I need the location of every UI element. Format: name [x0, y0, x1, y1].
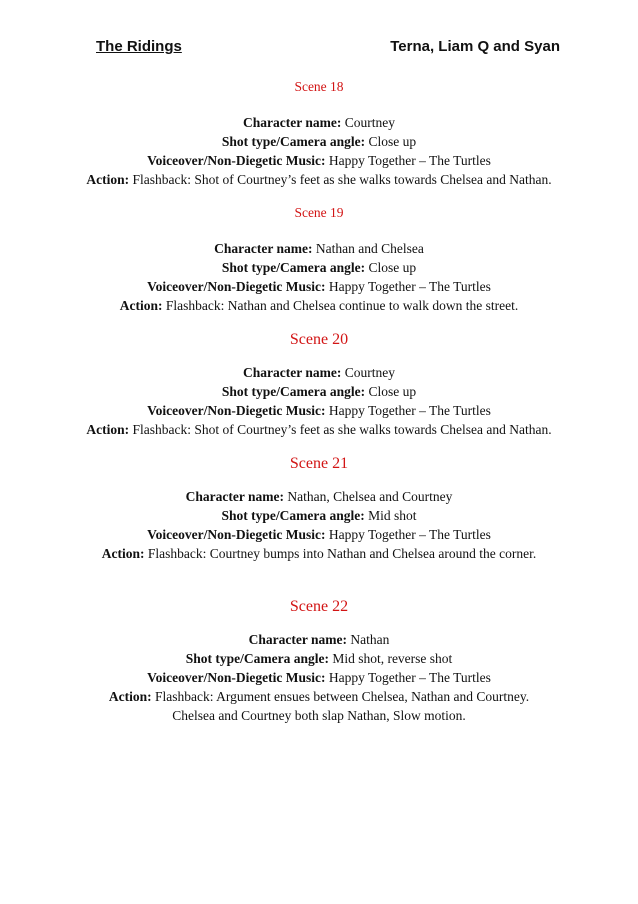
shot-value: Close up: [365, 384, 417, 399]
character-line: [86, 630, 552, 649]
shot-value: Mid shot, reverse shot: [328, 651, 453, 666]
character-line: [86, 487, 552, 506]
character-value: Courtney: [341, 365, 395, 380]
character-line: [86, 363, 552, 382]
document-authors: Terna, Liam Q and Syan: [390, 38, 560, 55]
action-value: Flashback: Shot of Courtney’s feet as she walks towards Chelsea and Nathan.: [129, 172, 552, 187]
voiceover-value: Happy Together – The Turtles: [325, 279, 491, 294]
voiceover-label: Voiceover/Non-Diegetic Music:: [147, 153, 326, 168]
character-label: Character name:: [214, 241, 313, 256]
action-line: [86, 170, 552, 189]
voiceover-value: Happy Together – The Turtles: [325, 153, 491, 168]
character-line: [86, 239, 552, 258]
voiceover-label: Voiceover/Non-Diegetic Music:: [147, 527, 326, 542]
scene-heading: Scene 21: [289, 455, 349, 472]
shot-line: [86, 506, 552, 525]
action-label: Action:: [86, 172, 130, 187]
shot-value: Close up: [365, 134, 417, 149]
action-line: [86, 420, 552, 439]
scene-block: [86, 203, 552, 315]
character-label: Character name:: [243, 365, 342, 380]
shot-value: Close up: [365, 260, 417, 275]
shot-line: [86, 649, 552, 668]
document-title: The Ridings: [96, 38, 182, 55]
scene-block: [86, 596, 552, 725]
shot-value: Mid shot: [364, 508, 417, 523]
character-value: Nathan: [346, 632, 390, 647]
action-label: Action:: [119, 298, 163, 313]
character-line: [86, 113, 552, 132]
scene-heading: Scene 19: [294, 205, 344, 220]
voiceover-line: [86, 277, 552, 296]
voiceover-line: [86, 151, 552, 170]
action-line: [86, 687, 552, 725]
voiceover-line: [86, 401, 552, 420]
voiceover-label: Voiceover/Non-Diegetic Music:: [147, 403, 326, 418]
voiceover-label: Voiceover/Non-Diegetic Music:: [147, 670, 326, 685]
character-value: Courtney: [341, 115, 395, 130]
character-label: Character name:: [185, 489, 284, 504]
script-content: [86, 77, 552, 725]
voiceover-value: Happy Together – The Turtles: [325, 527, 491, 542]
action-label: Action:: [108, 689, 152, 704]
character-value: Nathan and Chelsea: [312, 241, 424, 256]
shot-label: Shot type/Camera angle:: [221, 260, 366, 275]
action-label: Action:: [101, 546, 145, 561]
scene-heading: Scene 20: [289, 331, 349, 348]
action-value: Flashback: Nathan and Chelsea continue to walk down the street.: [162, 298, 519, 313]
shot-line: [86, 258, 552, 277]
shot-label: Shot type/Camera angle:: [221, 384, 366, 399]
action-value: Flashback: Courtney bumps into Nathan and Chelsea around the corner.: [144, 546, 537, 561]
voiceover-line: [86, 525, 552, 544]
voiceover-value: Happy Together – The Turtles: [325, 403, 491, 418]
scene-heading: Scene 18: [294, 79, 344, 94]
document-header: [96, 38, 560, 62]
action-line: [86, 296, 552, 315]
scene-heading: Scene 22: [289, 598, 349, 615]
action-value: Flashback: Argument ensues between Chelsea, Nathan and Courtney. Chelsea and Courtney both slap Nathan, Slow motion.: [151, 689, 530, 723]
shot-label: Shot type/Camera angle:: [221, 134, 366, 149]
shot-label: Shot type/Camera angle:: [221, 508, 365, 523]
character-label: Character name:: [248, 632, 347, 647]
voiceover-value: Happy Together – The Turtles: [325, 670, 491, 685]
voiceover-label: Voiceover/Non-Diegetic Music:: [147, 279, 326, 294]
voiceover-line: [86, 668, 552, 687]
scene-block: [86, 453, 552, 563]
action-line: [86, 544, 552, 563]
action-value: Flashback: Shot of Courtney’s feet as she walks towards Chelsea and Nathan.: [129, 422, 552, 437]
scene-block: [86, 77, 552, 189]
shot-line: [86, 382, 552, 401]
character-label: Character name:: [243, 115, 342, 130]
shot-line: [86, 132, 552, 151]
action-label: Action:: [86, 422, 130, 437]
character-value: Nathan, Chelsea and Courtney: [284, 489, 453, 504]
shot-label: Shot type/Camera angle:: [185, 651, 329, 666]
scene-block: [86, 329, 552, 439]
